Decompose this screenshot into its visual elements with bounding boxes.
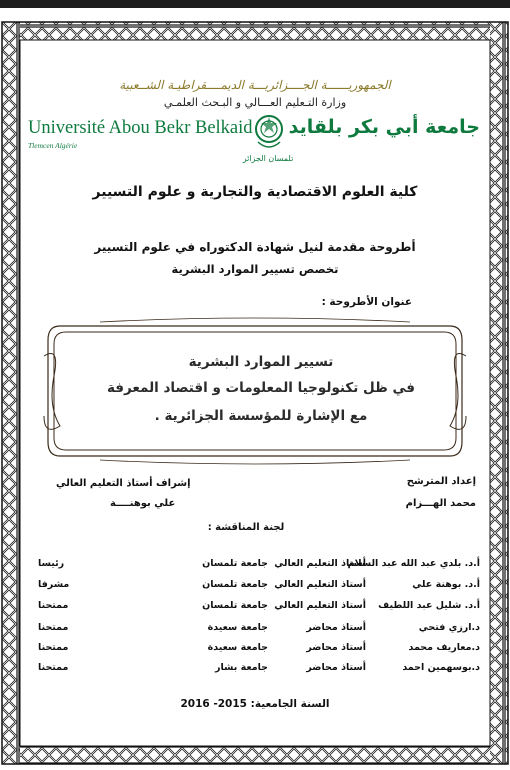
jury-member-university: جامعة سعيدة [207, 622, 268, 633]
university-name-fr: Université Abou Bekr Belkaid [28, 118, 253, 138]
ministry-heading: وزارة التـعليم العـــالي و البـحث العلمـي [163, 96, 347, 109]
jury-member-grade: أستاذ التعليم العالي [274, 579, 366, 590]
jury-member-role: ممتحنا [38, 600, 69, 611]
candidate-label: إعداد المترشح [406, 476, 476, 487]
supervisor-label: إشراف أستاذ التعليم العالي [56, 478, 191, 489]
jury-member-role: ممتحنا [38, 662, 69, 673]
thesis-specialty: تخصص تسيير الموارد البشرية [171, 262, 339, 276]
thesis-degree: أطروحة مقدمة لنيل شهادة الدكتوراه في علوم التسيير [94, 240, 416, 254]
jury-member-university: جامعة بشار [215, 662, 268, 673]
jury-member-university: جامعة تلمسان [202, 558, 268, 569]
jury-member-grade: أستاذ محاضر [306, 662, 366, 673]
jury-member-name: د.ارزي فتحي [418, 622, 480, 633]
jury-member-role: ممتحنا [38, 642, 69, 653]
jury-member-university: جامعة تلمسان [202, 600, 268, 611]
jury-member-role: رئيسا [38, 558, 65, 569]
university-logo [254, 114, 284, 154]
jury-member-university: جامعة تلمسان [202, 579, 268, 590]
logo-caption: تلمسان الجزائر [242, 154, 294, 163]
jury-member-grade: أستاذ التعليم العالي [274, 558, 366, 569]
jury-row [26, 662, 484, 678]
jury-row [26, 600, 484, 616]
academic-year: السنة الجامعية: 2015- 2016 [180, 698, 330, 710]
jury-member-grade: أستاذ التعليم العالي [274, 600, 366, 611]
thesis-title-line-3: مع الإشارة للمؤسسة الجزائرية . [154, 408, 368, 424]
jury-member-university: جامعة سعيدة [207, 642, 268, 653]
republic-heading: الجمهوريــــــة الجــــزائريـــة الديمــــقراطيـة الشــعبية [119, 78, 391, 92]
faculty-name: كلية العلوم الاقتصادية والتجارية و علوم التسيير [92, 184, 418, 200]
window-top-bar [0, 0, 510, 8]
jury-member-name: أ.د. بلدي عبد الله عبد السلام [347, 558, 480, 569]
supervisor-name: علي بوهنــــة [110, 498, 176, 509]
university-city-fr: Tlemcen Algérie [28, 141, 78, 150]
jury-row [26, 642, 484, 658]
thesis-title-line-2: في ظل تكنولوجيا المعلومات و اقتصاد المعرفة [107, 380, 415, 396]
cover-page-content [26, 34, 484, 744]
jury-row [26, 579, 484, 595]
jury-row [26, 558, 484, 574]
jury-member-role: ممتحنا [38, 622, 69, 633]
jury-member-name: د.بوسهمين احمد [402, 662, 480, 673]
jury-title: لجنة المناقشة : [207, 522, 285, 533]
university-name-ar: جامعة أبي بكر بلقايد [288, 116, 480, 138]
jury-member-grade: أستاذ محاضر [306, 622, 366, 633]
jury-member-name: أ.د. بوهنة علي [412, 579, 480, 590]
candidate-name: محمد الهـــزام [405, 498, 476, 509]
jury-member-name: د.معاريف محمد [408, 642, 480, 653]
jury-member-role: مشرفا [38, 579, 70, 590]
jury-row [26, 622, 484, 638]
thesis-title-label: عنوان الأطروحة : [321, 296, 412, 308]
thesis-title-line-1: تسيير الموارد البشرية [188, 354, 334, 370]
jury-member-grade: أستاذ محاضر [306, 642, 366, 653]
jury-member-name: أ.د. شليل عبد اللطيف [378, 600, 480, 611]
